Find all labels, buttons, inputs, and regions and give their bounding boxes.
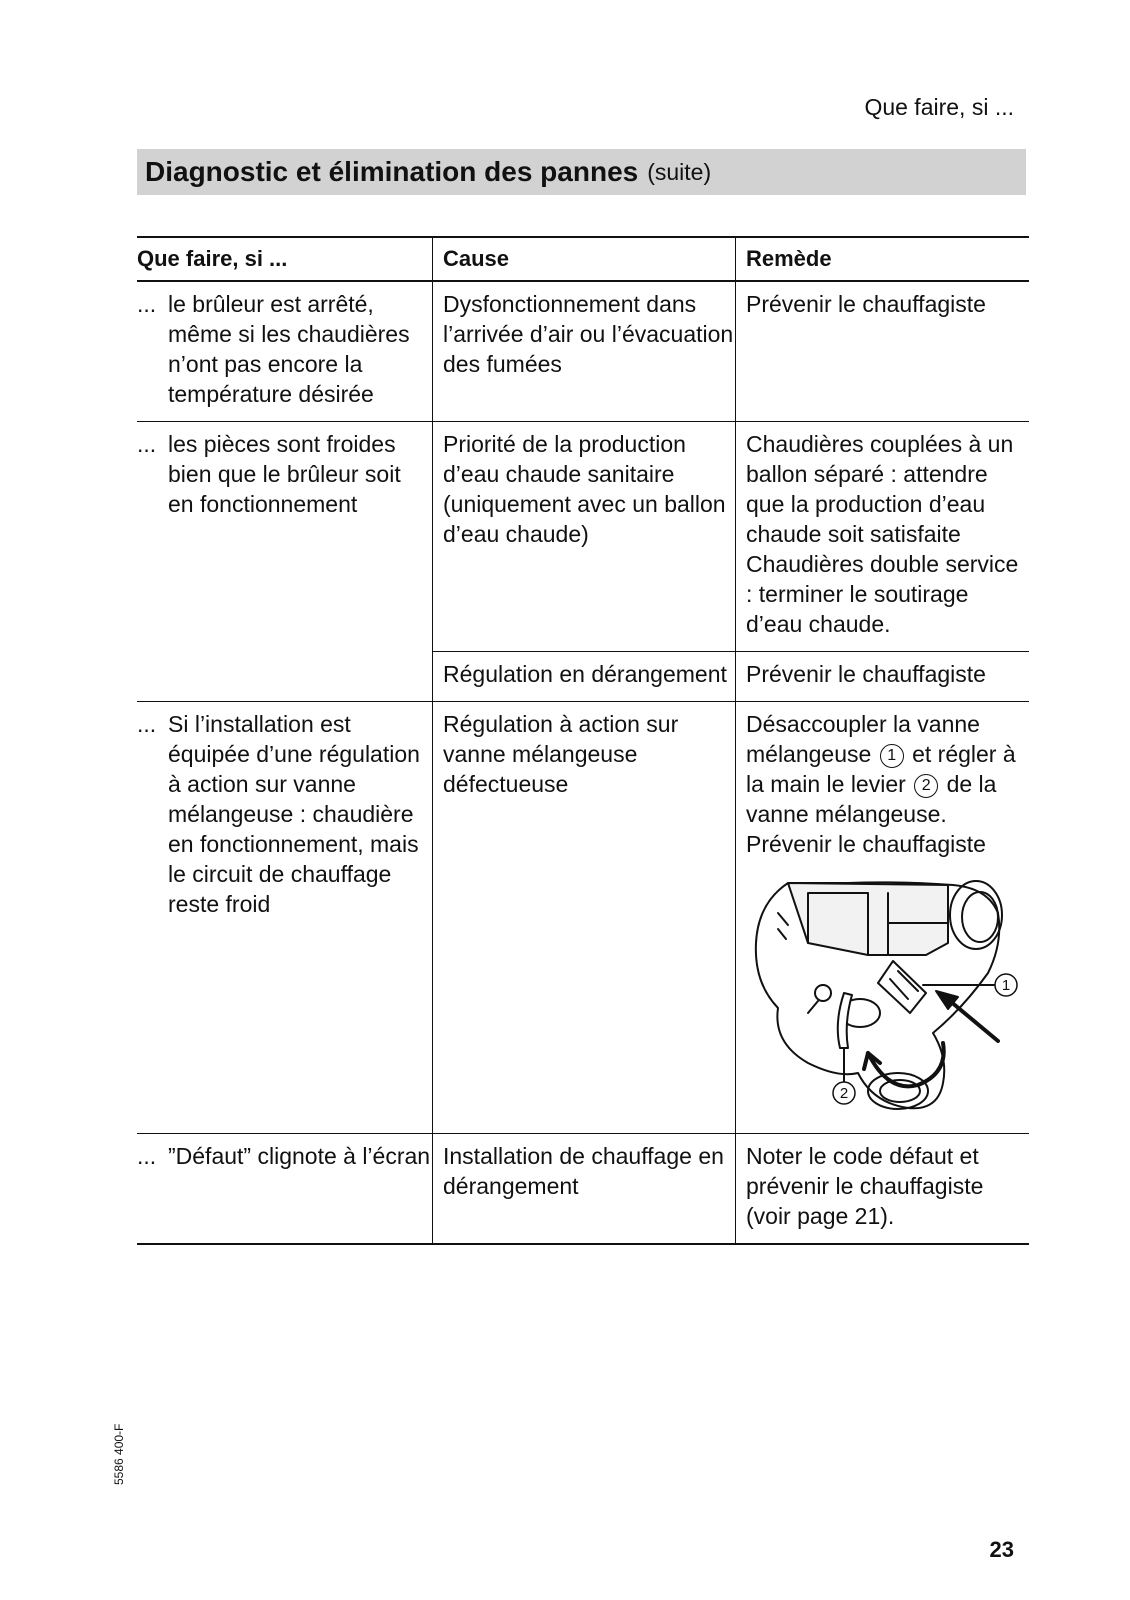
table-header-row bbox=[137, 237, 1029, 281]
table-row bbox=[137, 702, 1029, 1134]
remedy-cell: Noter le code défaut et prévenir le chauffagiste (voir page 21). bbox=[736, 1134, 1030, 1245]
column-header-cause: Cause bbox=[433, 237, 736, 281]
remedy-line: Chaudières double service : terminer le soutirage d’eau chaude. bbox=[746, 551, 1019, 637]
cause-cell: Priorité de la production d’eau chaude sanitaire (uniquement avec un ballon d’eau chaude) bbox=[433, 422, 736, 652]
page-number: 23 bbox=[989, 1537, 1014, 1562]
symptom-text: les pièces sont froides bien que le brûleur soit en fonctionnement bbox=[168, 431, 401, 517]
document-code: 5586 400-F bbox=[112, 1423, 126, 1485]
remedy-cell bbox=[736, 702, 1030, 1134]
symptom-cell bbox=[137, 281, 433, 422]
remedy-part: et régler à la main le levier bbox=[746, 741, 1016, 797]
callout-1-badge: 1 bbox=[880, 744, 904, 768]
table-row bbox=[137, 1134, 1029, 1245]
remedy-cell: Prévenir le chauffagiste bbox=[736, 281, 1030, 422]
mixing-valve-diagram bbox=[748, 873, 1026, 1121]
cause-cell: Installation de chauffage en dérangement bbox=[433, 1134, 736, 1245]
diagram-label-1: 1 bbox=[1001, 977, 1011, 994]
section-title-suite: (suite) bbox=[647, 158, 712, 185]
table-row bbox=[137, 281, 1029, 422]
section-title-bar bbox=[137, 149, 1026, 195]
symptom-cell bbox=[137, 422, 433, 702]
row-prefix: ... bbox=[137, 431, 157, 457]
column-header-symptom: Que faire, si ... bbox=[137, 237, 433, 281]
table-row bbox=[137, 422, 1029, 652]
remedy-cell bbox=[736, 422, 1030, 652]
troubleshooting-table bbox=[137, 236, 1029, 1245]
diagram-label-2: 2 bbox=[839, 1085, 849, 1102]
cause-cell: Régulation en dérangement bbox=[433, 652, 736, 702]
running-head: Que faire, si ... bbox=[864, 94, 1014, 120]
row-prefix: ... bbox=[137, 291, 157, 317]
symptom-cell bbox=[137, 702, 433, 1134]
callout-2-badge: 2 bbox=[914, 774, 938, 798]
symptom-text: Si l’installation est équipée d’une régulation à action sur vanne mélangeuse : chaudière en fonctionnement, mais le circuit de chauffage reste froid bbox=[168, 711, 420, 917]
remedy-part: de la vanne mélangeuse. bbox=[746, 771, 997, 827]
remedy-cell: Prévenir le chauffagiste bbox=[736, 652, 1030, 702]
row-prefix: ... bbox=[137, 711, 157, 737]
cause-cell: Régulation à action sur vanne mélangeuse défectueuse bbox=[433, 702, 736, 1134]
cause-cell: Dysfonctionnement dans l’arrivée d’air ou l’évacuation des fumées bbox=[433, 281, 736, 422]
remedy-text bbox=[746, 709, 1029, 829]
symptom-text: ”Défaut” clignote à l’écran bbox=[168, 1143, 431, 1169]
symptom-cell bbox=[137, 1134, 433, 1245]
section-title: Diagnostic et élimination des pannes bbox=[145, 156, 639, 187]
remedy-part: Désaccoupler la vanne mélangeuse bbox=[746, 711, 980, 767]
remedy-line: Chaudières couplées à un ballon séparé : attendre que la production d’eau chaude soit satisfaite bbox=[746, 431, 1014, 547]
remedy-tail: Prévenir le chauffagiste bbox=[746, 831, 986, 857]
row-prefix: ... bbox=[137, 1143, 157, 1169]
column-header-remedy: Remède bbox=[736, 237, 1030, 281]
symptom-text: le brûleur est arrêté, même si les chaudières n’ont pas encore la température désirée bbox=[168, 291, 410, 407]
